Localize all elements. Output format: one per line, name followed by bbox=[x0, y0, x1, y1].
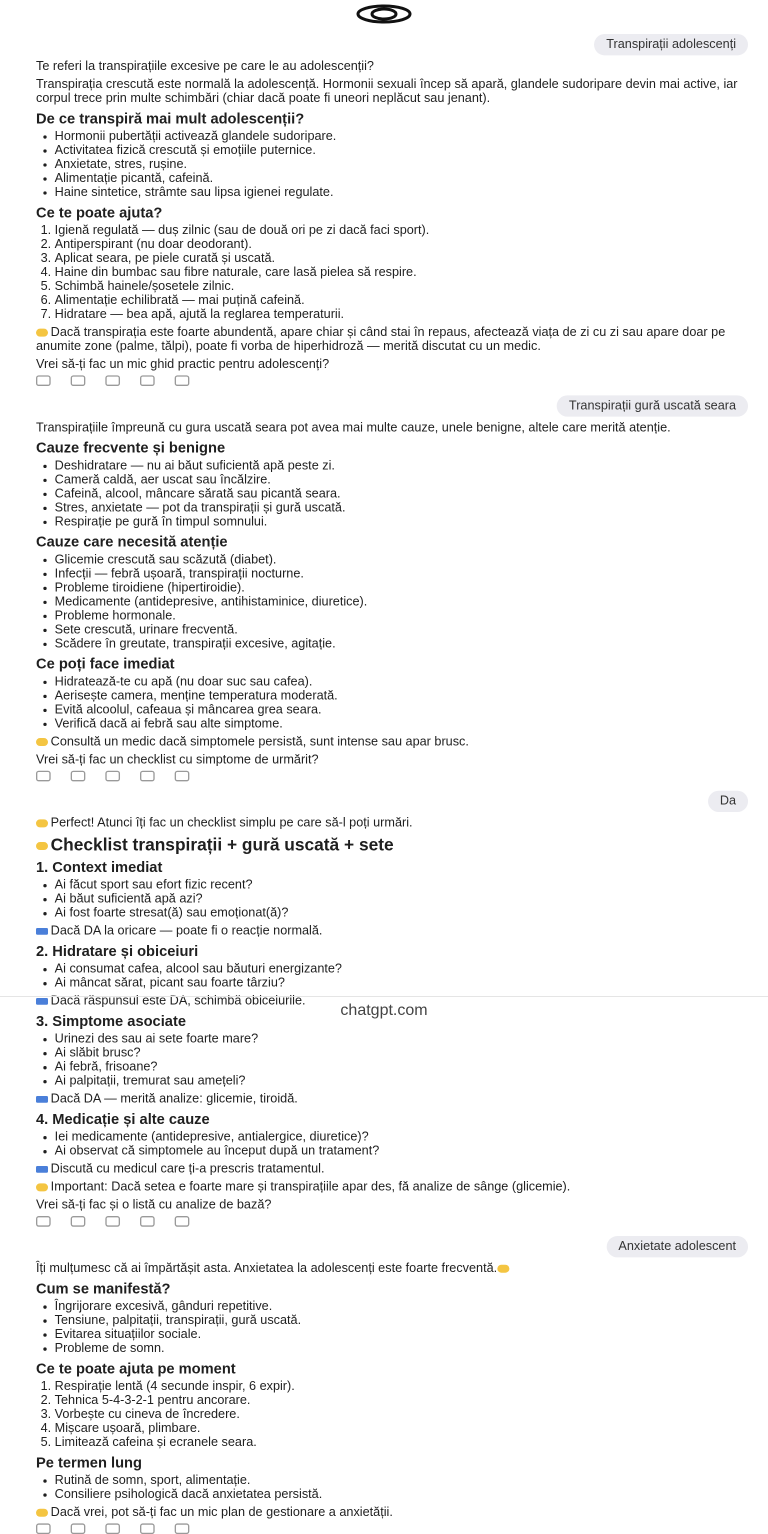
section-heading: 2. Hidratare și obiceiuri bbox=[36, 942, 199, 960]
note: Dacă DA la oricare — poate fi o reacție normală. bbox=[36, 924, 744, 938]
list-item: • Ai palpitații, tremurat sau amețeli? bbox=[55, 1074, 744, 1088]
list-item: • Sete crescută, urinare frecventă. bbox=[55, 623, 744, 637]
note: Discută cu medicul care ți-a prescris tratamentul. bbox=[36, 1162, 744, 1176]
list bbox=[36, 1299, 744, 1355]
list bbox=[36, 962, 744, 990]
list-item: • Evită alcoolul, cafeaua și mâncarea grea seara. bbox=[55, 703, 744, 717]
list-item: • Ai observat că simptomele au început după un tratament? bbox=[55, 1144, 744, 1158]
list-item: • Ai făcut sport sau efort fizic recent? bbox=[55, 878, 744, 892]
list bbox=[36, 1473, 744, 1501]
intro: Transpirațiile împreună cu gura uscată seara pot avea mai multe cauze, unele benigne, altele care merită atenție. bbox=[36, 420, 671, 435]
heading: Cum se manifestă? bbox=[36, 1280, 171, 1297]
list bbox=[36, 675, 744, 731]
note: Dacă transpirația este foarte abundentă, apare chiar și când stai în repaus, afectează viața de zi cu zi sau apare doar pe anumite zone (palme, tălpi), poate fi vorba de hiperhidroză — merită discutat cu un medic. bbox=[36, 325, 726, 354]
note: Dacă DA — merită analize: glicemie, tiroidă. bbox=[36, 1092, 744, 1106]
share-icon[interactable] bbox=[140, 1523, 155, 1534]
list bbox=[36, 223, 744, 321]
outro: Dacă vrei, pot să-ți fac un mic plan de gestionare a anxietății. bbox=[36, 1505, 744, 1519]
list-item: • Ai febră, frisoane? bbox=[55, 1060, 744, 1074]
user-message bbox=[0, 34, 748, 55]
list-item: • Îngrijorare excesivă, gânduri repetitive. bbox=[55, 1299, 744, 1313]
heart-icon bbox=[497, 1265, 509, 1273]
clipboard-icon bbox=[36, 842, 48, 850]
thumbs-down-icon[interactable] bbox=[105, 771, 120, 782]
assistant-message bbox=[0, 59, 768, 386]
list-item: 4. Mișcare ușoară, plimbare. bbox=[55, 1421, 744, 1435]
message-actions bbox=[36, 375, 744, 386]
intro: Îți mulțumesc că ai împărtășit asta. Anxietatea la adolescenți este foarte frecventă. bbox=[36, 1261, 744, 1275]
heading: Ce te poate ajuta pe moment bbox=[36, 1360, 236, 1377]
user-message bbox=[0, 395, 748, 416]
list-item: • Cameră caldă, aer uscat sau încălzire. bbox=[55, 473, 744, 487]
list-item: • Hidratează-te cu apă (nu doar suc sau cafea). bbox=[55, 675, 744, 689]
heading: De ce transpiră mai mult adolescenții? bbox=[36, 110, 305, 127]
openai-logo-icon bbox=[356, 4, 412, 24]
user-message bbox=[0, 791, 748, 812]
list bbox=[36, 459, 744, 529]
intro: Perfect! Atunci îți fac un checklist simplu pe care să-l poți urmări. bbox=[36, 816, 744, 830]
list-item: • Tensiune, palpitații, transpirații, gură uscată. bbox=[55, 1313, 744, 1327]
heading: Cauze frecvente și benigne bbox=[36, 439, 226, 457]
arrow-icon bbox=[36, 1096, 48, 1103]
message-actions bbox=[36, 1523, 744, 1534]
intro-2: Transpirația crescută este normală la adolescență. Hormonii sexuali încep să apară, glandele sudoripare devin mai active, iar corpul trece prin multe schimbări (chiar dacă poate fi uneori neplăcut sau jenant). bbox=[36, 77, 738, 106]
user-bubble: Transpirații gură uscată seara bbox=[557, 395, 748, 416]
list bbox=[36, 878, 744, 920]
heading: Cauze care necesită atenție bbox=[36, 533, 228, 551]
user-bubble: Anxietate adolescent bbox=[606, 1236, 748, 1257]
arrow-icon bbox=[36, 1166, 48, 1173]
warning-icon bbox=[36, 1183, 48, 1191]
thumbs-down-icon[interactable] bbox=[105, 1523, 120, 1534]
list-item: • Cafeină, alcool, mâncare sărată sau picantă seara. bbox=[55, 487, 744, 501]
copy-icon[interactable] bbox=[36, 771, 51, 782]
user-bubble: Da bbox=[708, 791, 748, 812]
list-item: • Evitarea situațiilor sociale. bbox=[55, 1327, 744, 1341]
list-item: • Verifică dacă ai febră sau alte simptome. bbox=[55, 717, 744, 731]
list-item: 3. Vorbește cu cineva de încredere. bbox=[55, 1407, 744, 1421]
list-item: • Respirație pe gură în timpul somnului. bbox=[55, 515, 744, 529]
thumbs-up-icon[interactable] bbox=[71, 1523, 86, 1534]
list-item: 1. Respirație lentă (4 secunde inspir, 6 expir). bbox=[55, 1379, 744, 1393]
list-item: 6. Alimentație echilibrată — mai puțină cafeină. bbox=[55, 293, 744, 307]
list-item: • Hormonii pubertății activează glandele sudoripare. bbox=[55, 129, 744, 143]
list-item: • Probleme de somn. bbox=[55, 1341, 744, 1355]
share-icon[interactable] bbox=[140, 375, 155, 386]
regenerate-icon[interactable] bbox=[175, 1523, 190, 1534]
list-item: 7. Hidratare — bea apă, ajută la reglarea temperaturii. bbox=[55, 307, 744, 321]
note: Consultă un medic dacă simptomele persistă, sunt intense sau apar brusc. bbox=[36, 735, 744, 749]
list-item: • Ai slăbit brusc? bbox=[55, 1046, 744, 1060]
section-heading: 1. Context imediat bbox=[36, 858, 163, 876]
outro: Vrei să-ți fac și o listă cu analize de bază? bbox=[36, 1198, 272, 1213]
user-message bbox=[0, 1236, 748, 1257]
section-heading: 4. Medicație și alte cauze bbox=[36, 1110, 210, 1128]
domain-label: chatgpt.com bbox=[340, 1002, 428, 1019]
list-item: • Ai fost foarte stresat(ă) sau emoționat(ă)? bbox=[55, 906, 744, 920]
heading: Ce poți face imediat bbox=[36, 655, 175, 673]
thumbs-up-icon[interactable] bbox=[71, 375, 86, 386]
top-bar bbox=[0, 0, 768, 28]
list-item: • Scădere în greutate, transpirații excesive, agitație. bbox=[55, 637, 744, 651]
intro: Te referi la transpirațiile excesive pe care le au adolescenții? bbox=[36, 59, 374, 74]
list-item: • Haine sintetice, strâmte sau lipsa igienei regulate. bbox=[55, 185, 744, 199]
list-item: • Rutină de somn, sport, alimentație. bbox=[55, 1473, 744, 1487]
thumbs-down-icon[interactable] bbox=[105, 375, 120, 386]
regenerate-icon[interactable] bbox=[175, 1216, 190, 1227]
assistant-message bbox=[0, 1261, 768, 1534]
list-item: • Ai consumat cafea, alcool sau băuturi energizante? bbox=[55, 962, 744, 976]
list-item: • Deshidratare — nu ai băut suficientă apă peste zi. bbox=[55, 459, 744, 473]
heading: Pe termen lung bbox=[36, 1454, 142, 1471]
copy-icon[interactable] bbox=[36, 1216, 51, 1227]
thumbs-up-icon[interactable] bbox=[71, 1216, 86, 1227]
list bbox=[36, 1032, 744, 1088]
list-item: 5. Schimbă hainele/șosetele zilnic. bbox=[55, 279, 744, 293]
message-actions bbox=[36, 771, 744, 782]
regenerate-icon[interactable] bbox=[175, 771, 190, 782]
assistant-message bbox=[0, 421, 768, 782]
user-bubble: Transpirații adolescenți bbox=[594, 34, 748, 55]
share-icon[interactable] bbox=[140, 1216, 155, 1227]
list-item: • Infecții — febră ușoară, transpirații nocturne. bbox=[55, 567, 744, 581]
copy-icon[interactable] bbox=[36, 375, 51, 386]
list bbox=[36, 1379, 744, 1449]
thumbs-up-icon[interactable] bbox=[71, 771, 86, 782]
list-item: 3. Aplicat seara, pe piele curată și uscată. bbox=[55, 251, 744, 265]
list-item: 2. Tehnica 5-4-3-2-1 pentru ancorare. bbox=[55, 1393, 744, 1407]
list-item: • Aerisește camera, menține temperatura moderată. bbox=[55, 689, 744, 703]
list bbox=[36, 1130, 744, 1158]
outro: Vrei să-ți fac un checklist cu simptome de urmărit? bbox=[36, 752, 319, 767]
list-item: • Urinezi des sau ai sete foarte mare? bbox=[55, 1032, 744, 1046]
list-item: 4. Haine din bumbac sau fibre naturale, care lasă pielea să respire. bbox=[55, 265, 744, 279]
list-item: 2. Antiperspirant (nu doar deodorant). bbox=[55, 237, 744, 251]
list-item: • Stres, anxietate — pot da transpirații și gură uscată. bbox=[55, 501, 744, 515]
list-item: • Ai mâncat sărat, picant sau foarte târziu? bbox=[55, 976, 744, 990]
checklist-title: Checklist transpirații + gură uscată + sete bbox=[36, 835, 744, 854]
list-item: • Ai băut suficientă apă azi? bbox=[55, 892, 744, 906]
list-item: 5. Limitează cafeina și ecranele seara. bbox=[55, 1435, 744, 1449]
list-item: • Alimentație picantă, cafeină. bbox=[55, 171, 744, 185]
list-item: • Activitatea fizică crescută și emoțiile puternice. bbox=[55, 143, 744, 157]
warning: Important: Dacă setea e foarte mare și transpirațiile apar des, fă analize de sânge (glicemie). bbox=[36, 1180, 744, 1194]
list-item: • Medicamente (antidepresive, antihistaminice, diuretice). bbox=[55, 595, 744, 609]
note: Dacă răspunsul este DA, schimbă obiceiurile. bbox=[36, 994, 744, 1008]
list-item: • Iei medicamente (antidepresive, antialergice, diuretice)? bbox=[55, 1130, 744, 1144]
emoji-icon bbox=[36, 329, 48, 337]
pointing-icon bbox=[36, 1509, 48, 1517]
outro: Vrei să-ți fac un mic ghid practic pentru adolescenți? bbox=[36, 357, 330, 372]
message-actions bbox=[36, 1216, 744, 1227]
arrow-icon bbox=[36, 928, 48, 935]
list-item: • Anxietate, stres, rușine. bbox=[55, 157, 744, 171]
heading: Ce te poate ajuta? bbox=[36, 204, 163, 221]
regenerate-icon[interactable] bbox=[175, 375, 190, 386]
share-icon[interactable] bbox=[140, 771, 155, 782]
copy-icon[interactable] bbox=[36, 1523, 51, 1534]
list-item: 1. Igienă regulată — duș zilnic (sau de două ori pe zi dacă faci sport). bbox=[55, 223, 744, 237]
list-item: • Consiliere psihologică dacă anxietatea persistă. bbox=[55, 1487, 744, 1501]
emoji-icon bbox=[36, 738, 48, 746]
list bbox=[36, 129, 744, 199]
list-item: • Probleme tiroidiene (hipertiroidie). bbox=[55, 581, 744, 595]
url-bar[interactable] bbox=[0, 996, 768, 1025]
thumbs-down-icon[interactable] bbox=[105, 1216, 120, 1227]
emoji-icon bbox=[36, 819, 48, 827]
list-item: • Probleme hormonale. bbox=[55, 609, 744, 623]
list bbox=[36, 553, 744, 651]
section-heading: 3. Simptome asociate bbox=[36, 1012, 186, 1030]
list-item: • Glicemie crescută sau scăzută (diabet). bbox=[55, 553, 744, 567]
